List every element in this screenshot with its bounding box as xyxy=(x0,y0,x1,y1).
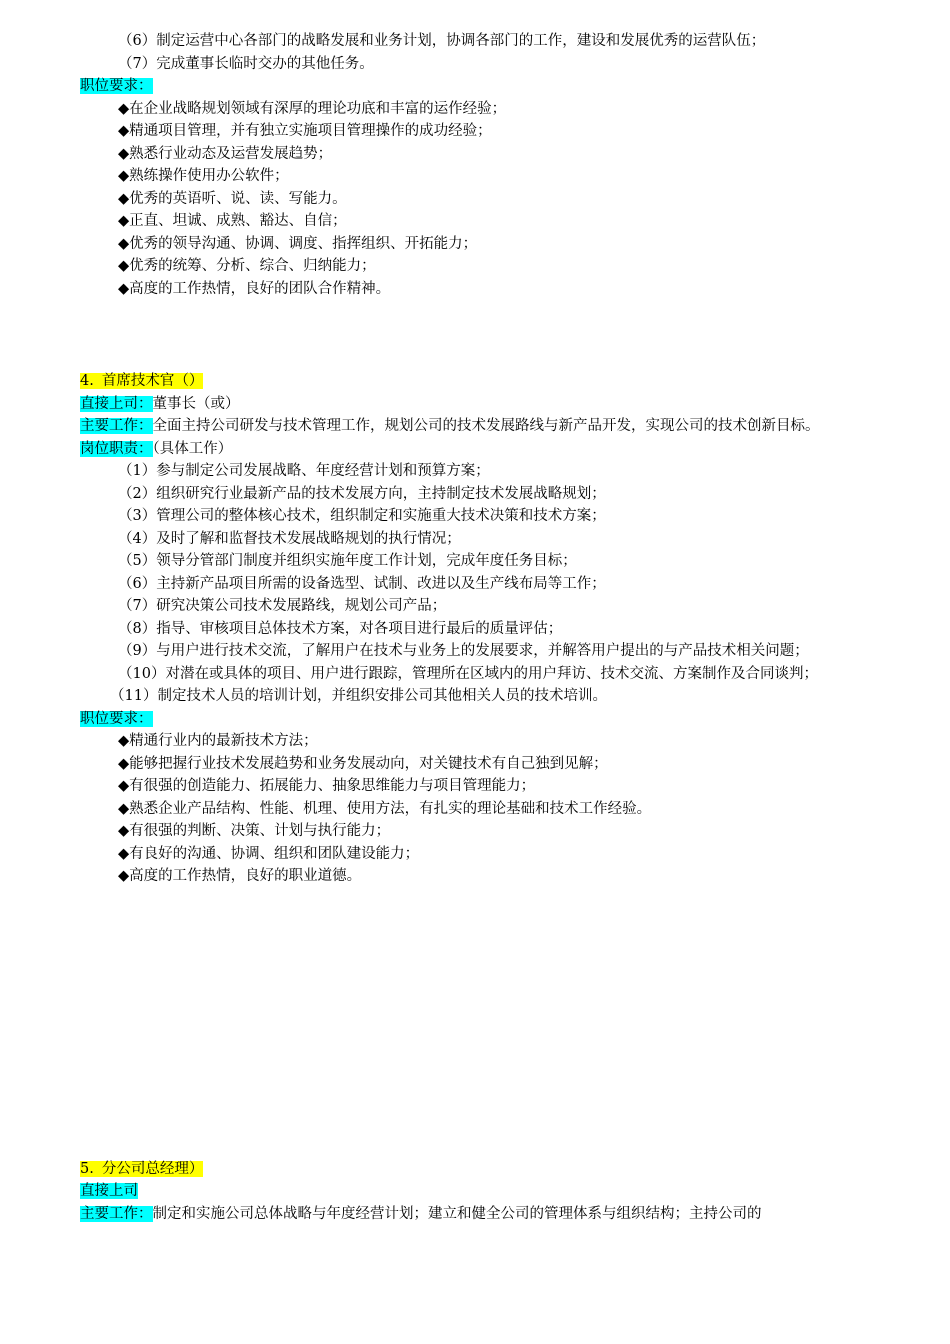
duty-item: （7）完成董事长临时交办的其他任务。 xyxy=(118,55,374,72)
section-heading-cto xyxy=(80,370,872,393)
requirement-item: ◆有很强的判断、决策、计划与执行能力； xyxy=(118,823,391,839)
main-work-label: 主要工作： xyxy=(80,418,153,434)
duty-item: （9）与用户进行技术交流，了解用户在技术与业务上的发展要求，并解答用户提出的与产品技术相关问题； xyxy=(118,643,809,659)
duty-label: 岗位职责： xyxy=(80,440,153,457)
supervisor-label: 直接上司 xyxy=(80,1183,138,1199)
duty-item: （2）组织研究行业最新产品的技术发展方向，主持制定技术发展战略规划； xyxy=(118,485,606,502)
duty-item: （7）研究决策公司技术发展路线，规划公司产品； xyxy=(118,598,447,614)
main-work-value: 全面主持公司研发与技术管理工作，规划公司的技术发展路线与新产品开发，实现公司的技术创新目标。 xyxy=(152,418,820,434)
supervisor-value: 董事长（或） xyxy=(152,395,240,412)
requirement-item: ◆高度的工作热情，良好的职业道德。 xyxy=(118,868,362,884)
requirement-item: ◆优秀的领导沟通、协调、调度、指挥组织、开拓能力； xyxy=(118,235,478,252)
requirement-item: ◆精通行业内的最新技术方法； xyxy=(118,733,318,749)
requirement-item: ◆熟悉企业产品结构、性能、机理、使用方法，有扎实的理论基础和技术工作经验。 xyxy=(118,800,652,817)
duty-item: （6）主持新产品项目所需的设备选型、试制、改进以及生产线布局等工作； xyxy=(118,575,606,592)
requirement-item: ◆能够把握行业技术发展趋势和业务发展动向，对关键技术有自己独到见解； xyxy=(118,755,608,772)
duty-item: （4）及时了解和监督技术发展战略规划的执行情况； xyxy=(118,530,461,547)
supervisor-label: 直接上司： xyxy=(80,395,153,412)
requirement-item: ◆高度的工作热情，良好的团队合作精神。 xyxy=(118,280,391,297)
requirements-label: 职位要求： xyxy=(80,78,153,94)
requirement-item: ◆在企业战略规划领域有深厚的理论功底和丰富的运作经验； xyxy=(118,100,507,117)
document-page xyxy=(80,30,872,1225)
duty-item: （11）制定技术人员的培训计划，并组织安排公司其他相关人员的技术培训。 xyxy=(110,688,607,704)
section-title: 分公司总经理） xyxy=(101,1160,204,1177)
duty-item: （10）对潜在或具体的项目、用户进行跟踪，管理所在区域内的用户拜访、技术交流、方案制作及合同谈判； xyxy=(118,665,818,682)
requirement-item: ◆优秀的统筹、分析、综合、归纳能力； xyxy=(118,258,376,274)
requirement-item: ◆精通项目管理，并有独立实施项目管理操作的成功经验； xyxy=(118,123,492,139)
section-number: 5. xyxy=(80,1160,94,1177)
main-work-label: 主要工作： xyxy=(80,1205,153,1222)
duty-item: （8）指导、审核项目总体技术方案，对各项目进行最后的质量评估； xyxy=(118,620,563,637)
main-work-paragraph xyxy=(80,415,872,438)
requirement-item: ◆熟练操作使用办公软件； xyxy=(118,168,289,184)
requirement-item: ◆有良好的沟通、协调、组织和团队建设能力； xyxy=(118,845,420,862)
duty-item: （1）参与制定公司发展战略、年度经营计划和预算方案； xyxy=(118,463,490,479)
duty-item: （5）领导分管部门制度并组织实施年度工作计划，完成年度任务目标； xyxy=(118,553,577,569)
section-number: 4. xyxy=(80,373,94,389)
requirement-item: ◆有很强的创造能力、拓展能力、抽象思维能力与项目管理能力； xyxy=(118,778,536,794)
section-heading-branch-manager xyxy=(80,1158,872,1181)
requirement-item: ◆熟悉行业动态及运营发展趋势； xyxy=(118,145,333,162)
duty-item: （3）管理公司的整体核心技术，组织制定和实施重大技术决策和技术方案； xyxy=(118,508,606,524)
section-title: 首席技术官（） xyxy=(101,373,204,389)
duty-note: （具体工作） xyxy=(152,440,233,457)
requirement-item: ◆正直、坦诚、成熟、豁达、自信； xyxy=(118,213,347,229)
main-work-value: 制定和实施公司总体战略与年度经营计划；建立和健全公司的管理体系与组织结构；主持公司的 xyxy=(152,1205,762,1222)
duty-item: （6）制定运营中心各部门的战略发展和业务计划，协调各部门的工作，建设和发展优秀的运营队伍； xyxy=(118,33,766,49)
requirements-label: 职位要求： xyxy=(80,710,153,727)
requirement-item: ◆优秀的英语听、说、读、写能力。 xyxy=(118,190,347,207)
